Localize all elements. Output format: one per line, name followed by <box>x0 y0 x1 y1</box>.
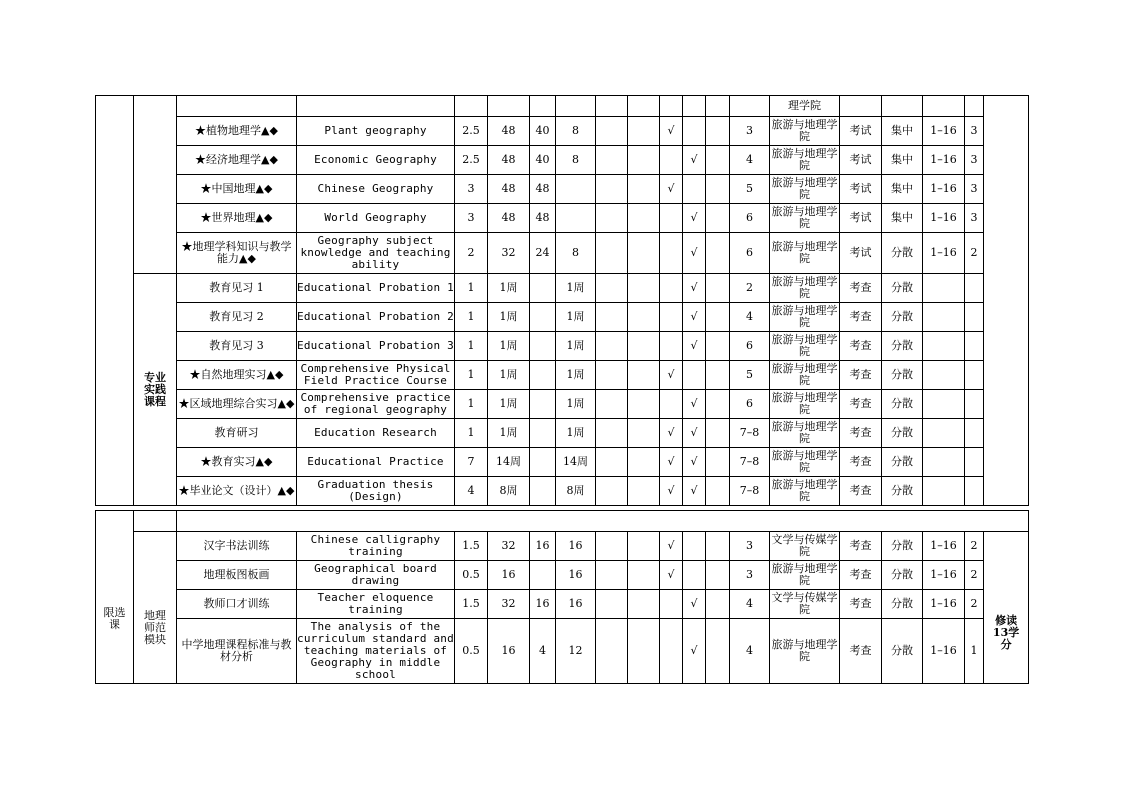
weekly-hours: 3 <box>965 146 984 175</box>
course-english: Educational Probation 1 <box>297 274 455 303</box>
course-english: Chinese calligraphy training <box>297 532 455 561</box>
total-hours: 16 <box>488 561 530 590</box>
credit: 1 <box>455 390 488 419</box>
credit: 1 <box>455 332 488 361</box>
credit: 1 <box>455 361 488 390</box>
theory-hours <box>530 448 556 477</box>
credit: 1 <box>455 274 488 303</box>
course-english: Economic Geography <box>297 146 455 175</box>
course-english: Geographical board drawing <box>297 561 455 590</box>
check-mark <box>660 303 683 332</box>
semester: 7–8 <box>730 419 770 448</box>
check-mark: √ <box>660 419 683 448</box>
course-english: Educational Probation 2 <box>297 303 455 332</box>
check-mark: √ <box>683 419 706 448</box>
semester: 6 <box>730 204 770 233</box>
weeks: 1–16 <box>923 561 965 590</box>
teaching-mode: 集中 <box>882 175 923 204</box>
course-name: ★自然地理实习▲◆ <box>177 361 297 390</box>
weeks: 1–16 <box>923 619 965 684</box>
theory-hours <box>530 390 556 419</box>
check-mark: √ <box>683 619 706 684</box>
teaching-mode: 分散 <box>882 619 923 684</box>
total-hours: 1周 <box>488 332 530 361</box>
assessment: 考查 <box>840 619 882 684</box>
teaching-mode: 分散 <box>882 590 923 619</box>
semester: 4 <box>730 590 770 619</box>
table-row <box>96 619 1029 684</box>
table-row <box>96 561 1029 590</box>
college-cell: 旅游与地理学院 <box>770 117 840 146</box>
college-cell: 旅游与地理学院 <box>770 274 840 303</box>
assessment: 考查 <box>840 332 882 361</box>
practice-hours: 8周 <box>556 477 596 506</box>
credit: 3 <box>455 175 488 204</box>
course-english: Geography subject knowledge and teaching ability <box>297 233 455 274</box>
elective-category <box>96 511 134 684</box>
weekly-hours: 3 <box>965 204 984 233</box>
practice-hours: 1周 <box>556 419 596 448</box>
teaching-mode: 分散 <box>882 274 923 303</box>
credit: 0.5 <box>455 561 488 590</box>
theory-hours <box>530 561 556 590</box>
course-name: 中学地理课程标准与教材分析 <box>177 619 297 684</box>
check-mark: √ <box>683 303 706 332</box>
check-mark <box>660 146 683 175</box>
practice-hours: 8 <box>556 146 596 175</box>
check-mark <box>683 361 706 390</box>
college-cell: 旅游与地理学院 <box>770 419 840 448</box>
module-label <box>134 532 177 684</box>
theory-hours <box>530 274 556 303</box>
assessment: 考试 <box>840 146 882 175</box>
assessment: 考试 <box>840 204 882 233</box>
weeks: 1–16 <box>923 233 965 274</box>
semester: 7–8 <box>730 448 770 477</box>
assessment: 考查 <box>840 390 882 419</box>
college-cell: 旅游与地理学院 <box>770 361 840 390</box>
check-mark: √ <box>660 448 683 477</box>
semester: 6 <box>730 332 770 361</box>
course-english: Plant geography <box>297 117 455 146</box>
course-name: 教育见习 2 <box>177 303 297 332</box>
check-mark: √ <box>660 117 683 146</box>
teaching-mode: 分散 <box>882 361 923 390</box>
check-mark <box>660 332 683 361</box>
elective-category-text: 限选课 <box>103 606 126 631</box>
teaching-mode: 分散 <box>882 303 923 332</box>
theory-hours <box>530 361 556 390</box>
total-hours: 14周 <box>488 448 530 477</box>
table-row <box>96 96 1029 117</box>
total-hours: 1周 <box>488 361 530 390</box>
course-name: 教师口才训练 <box>177 590 297 619</box>
college-cell: 旅游与地理学院 <box>770 390 840 419</box>
table-row <box>96 477 1029 506</box>
credit: 1 <box>455 419 488 448</box>
assessment: 考查 <box>840 448 882 477</box>
check-mark <box>660 590 683 619</box>
check-mark: √ <box>660 532 683 561</box>
total-hours: 48 <box>488 204 530 233</box>
theory-hours <box>530 332 556 361</box>
check-mark: √ <box>683 146 706 175</box>
table-row <box>96 390 1029 419</box>
theory-hours <box>530 477 556 506</box>
check-mark: √ <box>683 274 706 303</box>
credit: 2 <box>455 233 488 274</box>
course-name: ★区域地理综合实习▲◆ <box>177 390 297 419</box>
semester: 4 <box>730 619 770 684</box>
practice-hours: 12 <box>556 619 596 684</box>
college-cell: 理学院 <box>770 96 840 117</box>
check-mark <box>660 619 683 684</box>
check-mark <box>683 117 706 146</box>
course-english: Teacher eloquence training <box>297 590 455 619</box>
check-mark: √ <box>660 477 683 506</box>
practice-hours: 1周 <box>556 332 596 361</box>
course-english: Educational Practice <box>297 448 455 477</box>
college-cell: 旅游与地理学院 <box>770 303 840 332</box>
course-english: Comprehensive practice of regional geography <box>297 390 455 419</box>
practice-hours: 1周 <box>556 274 596 303</box>
theory-hours: 16 <box>530 532 556 561</box>
teaching-mode: 分散 <box>882 561 923 590</box>
weeks: 1–16 <box>923 146 965 175</box>
semester: 3 <box>730 117 770 146</box>
check-mark <box>660 233 683 274</box>
semester: 6 <box>730 390 770 419</box>
college-cell: 文学与传媒学院 <box>770 590 840 619</box>
table-row <box>96 117 1029 146</box>
course-name: ★植物地理学▲◆ <box>177 117 297 146</box>
weeks: 1–16 <box>923 175 965 204</box>
check-mark: √ <box>683 448 706 477</box>
college-cell: 旅游与地理学院 <box>770 204 840 233</box>
assessment: 考查 <box>840 274 882 303</box>
course-english: World Geography <box>297 204 455 233</box>
teaching-mode: 分散 <box>882 419 923 448</box>
total-hours: 48 <box>488 146 530 175</box>
theory-hours <box>530 303 556 332</box>
course-name: ★地理学科知识与教学能力▲◆ <box>177 233 297 274</box>
table-row <box>96 274 1029 303</box>
course-name: 汉字书法训练 <box>177 532 297 561</box>
semester: 2 <box>730 274 770 303</box>
teaching-mode: 分散 <box>882 390 923 419</box>
credit: 1.5 <box>455 532 488 561</box>
table-row <box>96 361 1029 390</box>
practice-hours: 1周 <box>556 390 596 419</box>
theory-hours: 40 <box>530 146 556 175</box>
semester: 4 <box>730 146 770 175</box>
course-name: 地理板图板画 <box>177 561 297 590</box>
weeks: 1–16 <box>923 204 965 233</box>
assessment: 考查 <box>840 477 882 506</box>
group-cell <box>134 96 177 274</box>
credit: 2.5 <box>455 117 488 146</box>
assessment: 考查 <box>840 303 882 332</box>
table-row <box>96 419 1029 448</box>
college-cell: 旅游与地理学院 <box>770 448 840 477</box>
course-english: Education Research <box>297 419 455 448</box>
course-english: The analysis of the curriculum standard and teaching materials of Geography in middle school <box>297 619 455 684</box>
course-english: Comprehensive Physical Field Practice Course <box>297 361 455 390</box>
course-name: ★经济地理学▲◆ <box>177 146 297 175</box>
course-name: 教育见习 3 <box>177 332 297 361</box>
teaching-mode: 分散 <box>882 477 923 506</box>
course-name: 教育见习 1 <box>177 274 297 303</box>
assessment: 考查 <box>840 561 882 590</box>
college-cell: 旅游与地理学院 <box>770 233 840 274</box>
check-mark <box>683 175 706 204</box>
practice-hours: 1周 <box>556 361 596 390</box>
check-mark <box>660 204 683 233</box>
check-mark: √ <box>683 204 706 233</box>
teaching-mode: 分散 <box>882 332 923 361</box>
check-mark: √ <box>660 561 683 590</box>
table-row <box>96 590 1029 619</box>
practice-hours: 16 <box>556 532 596 561</box>
group-label-text: 专业实践课程 <box>144 370 166 408</box>
check-mark <box>683 561 706 590</box>
credit: 3 <box>455 204 488 233</box>
course-plan-table <box>95 95 1029 506</box>
check-mark: √ <box>683 233 706 274</box>
theory-hours: 48 <box>530 175 556 204</box>
total-hours: 32 <box>488 233 530 274</box>
module-label-text: 地理师范模块 <box>144 608 166 646</box>
total-hours: 1周 <box>488 419 530 448</box>
credit: 1 <box>455 303 488 332</box>
semester: 5 <box>730 361 770 390</box>
check-mark: √ <box>683 590 706 619</box>
college-cell: 旅游与地理学院 <box>770 332 840 361</box>
course-name: 教育研习 <box>177 419 297 448</box>
weekly-hours: 3 <box>965 175 984 204</box>
total-hours: 16 <box>488 619 530 684</box>
credit: 0.5 <box>455 619 488 684</box>
table-row <box>96 175 1029 204</box>
credit-requirement <box>984 532 1029 684</box>
theory-hours: 16 <box>530 590 556 619</box>
check-mark <box>660 274 683 303</box>
practice-hours: 1周 <box>556 303 596 332</box>
table-row <box>96 332 1029 361</box>
total-hours: 1周 <box>488 303 530 332</box>
assessment: 考查 <box>840 361 882 390</box>
weeks: 1–16 <box>923 117 965 146</box>
course-english: Graduation thesis (Design) <box>297 477 455 506</box>
teaching-mode: 分散 <box>882 448 923 477</box>
weekly-hours: 2 <box>965 590 984 619</box>
table-row <box>96 146 1029 175</box>
category-cell <box>96 96 134 506</box>
weekly-hours: 2 <box>965 561 984 590</box>
course-name: ★教育实习▲◆ <box>177 448 297 477</box>
check-mark: √ <box>683 477 706 506</box>
semester: 4 <box>730 303 770 332</box>
credit: 7 <box>455 448 488 477</box>
semester: 6 <box>730 233 770 274</box>
table-row <box>96 303 1029 332</box>
total-hours: 1周 <box>488 390 530 419</box>
practice-hours <box>556 175 596 204</box>
college-cell: 文学与传媒学院 <box>770 532 840 561</box>
elective-table <box>95 510 1029 684</box>
teaching-mode: 分散 <box>882 532 923 561</box>
table-row <box>96 532 1029 561</box>
practice-hours: 14周 <box>556 448 596 477</box>
teaching-mode: 分散 <box>882 233 923 274</box>
table-row <box>96 233 1029 274</box>
teaching-mode: 集中 <box>882 146 923 175</box>
practice-hours <box>556 204 596 233</box>
course-name: ★世界地理▲◆ <box>177 204 297 233</box>
weekly-hours: 2 <box>965 233 984 274</box>
course-english: Educational Probation 3 <box>297 332 455 361</box>
note-cell <box>984 96 1029 506</box>
assessment: 考查 <box>840 419 882 448</box>
college-cell: 旅游与地理学院 <box>770 175 840 204</box>
college-cell: 旅游与地理学院 <box>770 561 840 590</box>
practice-hours: 8 <box>556 117 596 146</box>
semester: 3 <box>730 532 770 561</box>
theory-hours: 24 <box>530 233 556 274</box>
credit: 4 <box>455 477 488 506</box>
assessment: 考查 <box>840 590 882 619</box>
credit: 2.5 <box>455 146 488 175</box>
college-cell: 旅游与地理学院 <box>770 619 840 684</box>
teaching-mode: 集中 <box>882 204 923 233</box>
check-mark <box>660 390 683 419</box>
weekly-hours: 1 <box>965 619 984 684</box>
check-mark: √ <box>660 361 683 390</box>
course-name: ★毕业论文（设计）▲◆ <box>177 477 297 506</box>
assessment: 考查 <box>840 532 882 561</box>
check-mark <box>683 532 706 561</box>
course-english: Chinese Geography <box>297 175 455 204</box>
group-label <box>134 274 177 506</box>
weekly-hours: 3 <box>965 117 984 146</box>
assessment: 考试 <box>840 117 882 146</box>
total-hours: 1周 <box>488 274 530 303</box>
total-hours: 32 <box>488 590 530 619</box>
check-mark: √ <box>683 332 706 361</box>
semester: 7–8 <box>730 477 770 506</box>
section-gap-row <box>96 511 1029 532</box>
practice-hours: 8 <box>556 233 596 274</box>
check-mark: √ <box>683 390 706 419</box>
semester: 5 <box>730 175 770 204</box>
theory-hours: 40 <box>530 117 556 146</box>
total-hours: 48 <box>488 117 530 146</box>
practice-hours: 16 <box>556 590 596 619</box>
total-hours: 32 <box>488 532 530 561</box>
total-hours: 48 <box>488 175 530 204</box>
total-hours: 8周 <box>488 477 530 506</box>
credit-requirement-text: 修读13学分 <box>992 613 1020 651</box>
teaching-mode: 集中 <box>882 117 923 146</box>
theory-hours: 48 <box>530 204 556 233</box>
theory-hours: 4 <box>530 619 556 684</box>
weeks: 1–16 <box>923 532 965 561</box>
semester: 3 <box>730 561 770 590</box>
college-cell: 旅游与地理学院 <box>770 477 840 506</box>
assessment: 考试 <box>840 175 882 204</box>
credit: 1.5 <box>455 590 488 619</box>
check-mark: √ <box>660 175 683 204</box>
table-row <box>96 204 1029 233</box>
practice-hours: 16 <box>556 561 596 590</box>
theory-hours <box>530 419 556 448</box>
weekly-hours: 2 <box>965 532 984 561</box>
table-row <box>96 448 1029 477</box>
course-name: ★中国地理▲◆ <box>177 175 297 204</box>
weeks: 1–16 <box>923 590 965 619</box>
assessment: 考试 <box>840 233 882 274</box>
college-cell: 旅游与地理学院 <box>770 146 840 175</box>
